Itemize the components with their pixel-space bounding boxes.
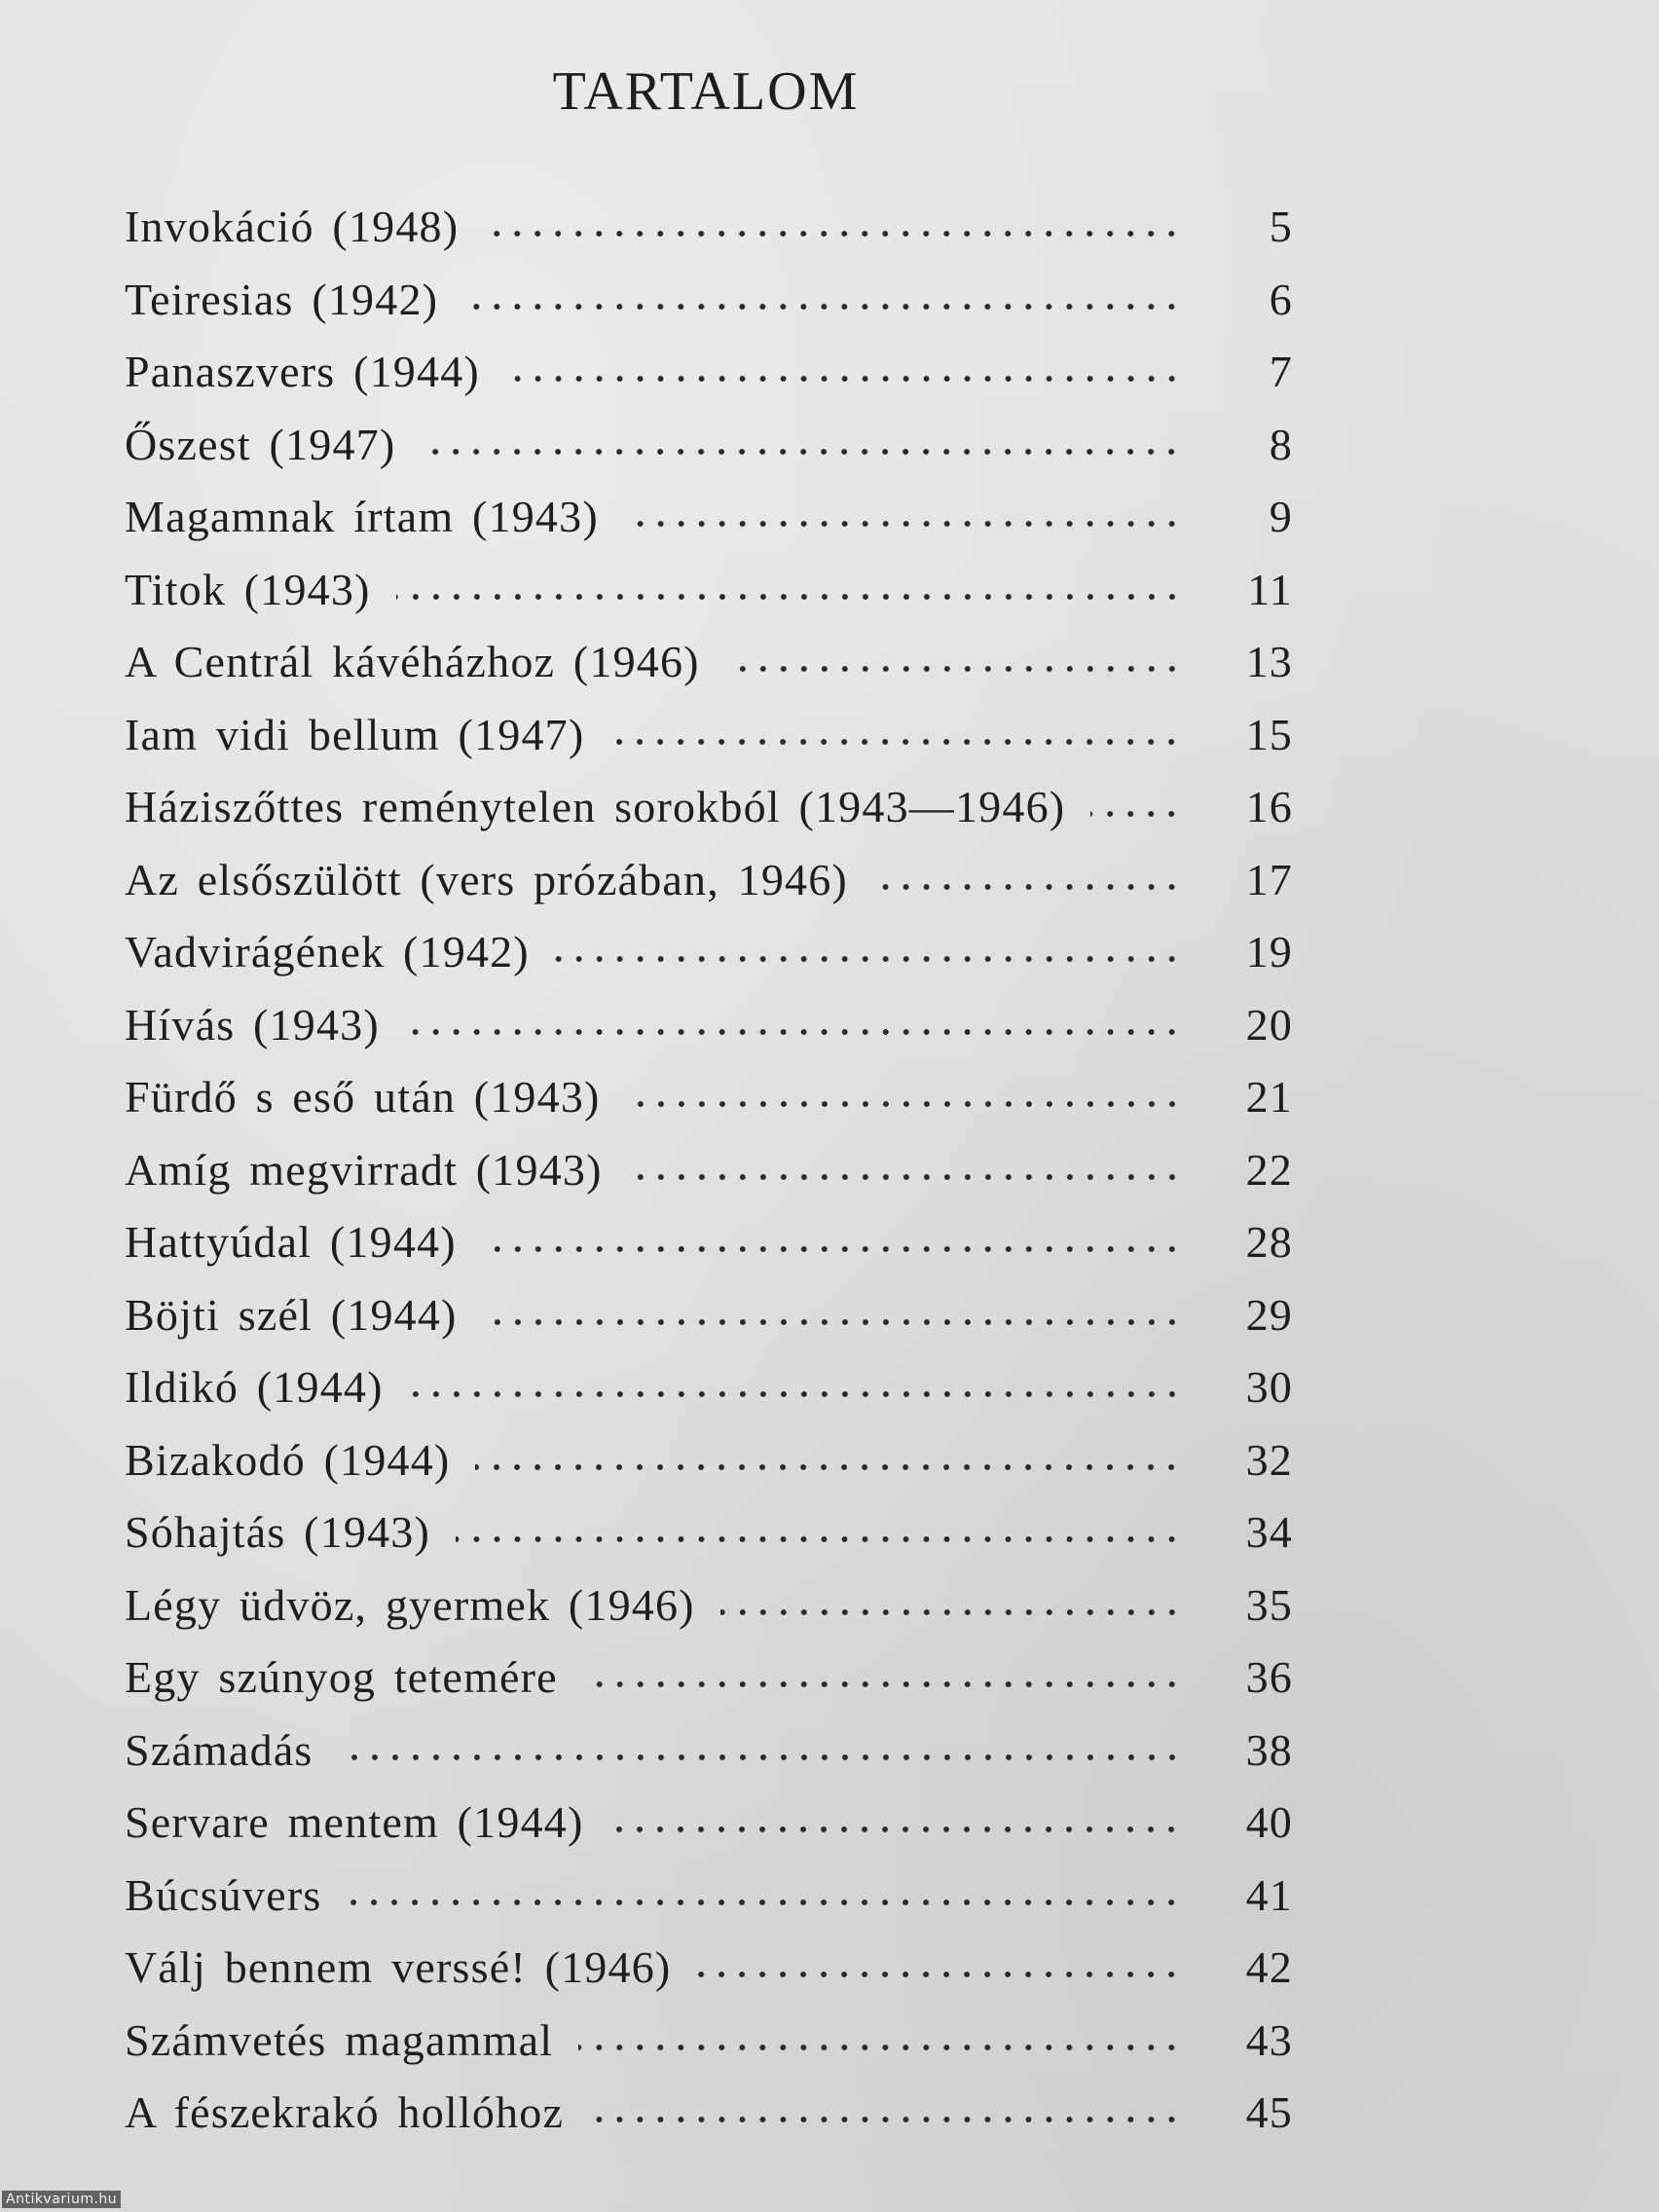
toc-entry-title: Légy üdvöz, gyermek (1946) bbox=[125, 1579, 695, 1630]
toc-entry-page: 9 bbox=[1269, 492, 1293, 541]
toc-entry-page: 6 bbox=[1269, 274, 1293, 324]
toc-entry-title: Servare mentem (1944) bbox=[125, 1797, 584, 1847]
toc-entry-title: Háziszőttes reménytelen sorokból (1943—1946) bbox=[125, 782, 1066, 831]
toc-entry bbox=[125, 2086, 1293, 2159]
toc-entry-title: Búcsúvers bbox=[125, 1869, 322, 1920]
dot-leader bbox=[873, 883, 1182, 891]
toc-entry-title: Iam vidi bellum (1947) bbox=[125, 709, 585, 759]
dot-leader bbox=[628, 1173, 1182, 1181]
toc-entry-page: 19 bbox=[1245, 927, 1293, 977]
toc-entry-title: Panaszvers (1944) bbox=[125, 347, 480, 396]
toc-entry bbox=[125, 201, 1293, 274]
toc-entry bbox=[125, 1216, 1293, 1289]
toc-entry-title: Fürdő s eső után (1943) bbox=[125, 1072, 601, 1122]
toc-entry-title: A Centrál kávéházhoz (1946) bbox=[125, 637, 700, 686]
dot-leader bbox=[555, 955, 1182, 963]
dot-leader bbox=[339, 1753, 1182, 1761]
toc-entry bbox=[125, 2014, 1293, 2087]
toc-entry bbox=[125, 1941, 1293, 2014]
toc-entry-page: 42 bbox=[1245, 1942, 1293, 1992]
toc-entry bbox=[125, 636, 1293, 709]
toc-entry bbox=[125, 491, 1293, 564]
toc-entry bbox=[125, 1724, 1293, 1797]
toc-entry-page: 15 bbox=[1245, 709, 1293, 759]
dot-leader bbox=[405, 1028, 1182, 1036]
toc-entry bbox=[125, 854, 1293, 927]
toc-entry-title: Az elsőszülött (vers prózában, 1946) bbox=[125, 854, 848, 904]
toc-entry-title: Teiresias (1942) bbox=[125, 274, 439, 324]
toc-entry-page: 11 bbox=[1247, 564, 1293, 614]
toc-entry-title: Hattyúdal (1944) bbox=[125, 1217, 457, 1267]
toc-entry-page: 20 bbox=[1245, 999, 1293, 1050]
toc-entry bbox=[125, 1361, 1293, 1434]
toc-entry bbox=[125, 709, 1293, 782]
toc-entry-title: Hívás (1943) bbox=[125, 999, 380, 1050]
toc-entry-title: Sóhajtás (1943) bbox=[125, 1507, 431, 1557]
toc-entry-page: 43 bbox=[1245, 2014, 1293, 2065]
toc-entry-page: 21 bbox=[1245, 1072, 1293, 1122]
dot-leader bbox=[626, 1100, 1182, 1108]
dot-leader bbox=[696, 1971, 1182, 1978]
toc-entry-page: 35 bbox=[1245, 1579, 1293, 1630]
toc-entry-page: 45 bbox=[1245, 2087, 1293, 2137]
toc-entry bbox=[125, 1579, 1293, 1652]
toc-entry-title: Amíg megvirradt (1943) bbox=[125, 1144, 603, 1195]
dot-leader bbox=[482, 1245, 1182, 1253]
toc-entry-title: Bizakodó (1944) bbox=[125, 1434, 451, 1485]
toc-entry-page: 5 bbox=[1269, 202, 1293, 251]
toc-entry-title: Számadás bbox=[125, 1724, 313, 1775]
dot-leader bbox=[608, 1825, 1182, 1833]
table-of-contents bbox=[125, 201, 1293, 2159]
toc-entry-title: Válj bennem verssé! (1946) bbox=[125, 1942, 672, 1992]
toc-entry-title: Ildikó (1944) bbox=[125, 1362, 384, 1412]
dot-leader bbox=[609, 738, 1182, 746]
toc-entry-page: 17 bbox=[1245, 854, 1293, 904]
toc-entry-page: 30 bbox=[1245, 1362, 1293, 1412]
toc-entry-title: Magamnak írtam (1943) bbox=[125, 492, 599, 541]
dot-leader bbox=[725, 665, 1182, 673]
dot-leader bbox=[578, 2044, 1182, 2051]
toc-entry bbox=[125, 564, 1293, 637]
dot-leader bbox=[396, 593, 1182, 601]
toc-entry bbox=[125, 419, 1293, 492]
dot-leader bbox=[624, 520, 1182, 528]
page-title: TARTALOM bbox=[552, 61, 860, 122]
toc-entry-page: 22 bbox=[1245, 1144, 1293, 1195]
toc-entry bbox=[125, 1434, 1293, 1507]
toc-entry-page: 7 bbox=[1269, 347, 1293, 396]
toc-entry-page: 41 bbox=[1245, 1869, 1293, 1920]
toc-entry-page: 34 bbox=[1245, 1507, 1293, 1557]
toc-entry-title: Invokáció (1948) bbox=[125, 202, 460, 251]
toc-entry-page: 32 bbox=[1245, 1434, 1293, 1485]
toc-entry bbox=[125, 781, 1293, 854]
toc-entry-page: 8 bbox=[1269, 419, 1293, 469]
toc-entry-page: 16 bbox=[1245, 782, 1293, 831]
dot-leader bbox=[347, 1899, 1182, 1906]
toc-entry bbox=[125, 926, 1293, 999]
toc-entry-title: Őszest (1947) bbox=[125, 419, 396, 469]
toc-entry bbox=[125, 1289, 1293, 1362]
toc-entry-title: Titok (1943) bbox=[125, 564, 371, 614]
toc-entry-title: Egy szúnyog tetemére bbox=[125, 1652, 558, 1702]
dot-leader bbox=[505, 375, 1182, 383]
toc-entry-page: 13 bbox=[1245, 637, 1293, 686]
toc-entry-page: 40 bbox=[1245, 1797, 1293, 1847]
toc-entry-title: A fészekrakó hollóhoz bbox=[125, 2087, 565, 2137]
toc-entry-title: Böjti szél (1944) bbox=[125, 1289, 458, 1340]
dot-leader bbox=[475, 1463, 1182, 1471]
toc-entry bbox=[125, 346, 1293, 419]
dot-leader bbox=[463, 303, 1182, 311]
dot-leader bbox=[484, 230, 1182, 238]
toc-entry bbox=[125, 1144, 1293, 1217]
dot-leader bbox=[589, 2116, 1182, 2123]
toc-entry-title: Számvetés magammal bbox=[125, 2014, 554, 2065]
toc-entry bbox=[125, 999, 1293, 1072]
toc-entry bbox=[125, 1506, 1293, 1579]
dot-leader bbox=[421, 448, 1182, 456]
toc-entry bbox=[125, 274, 1293, 347]
toc-entry-page: 36 bbox=[1245, 1652, 1293, 1702]
toc-entry-page: 28 bbox=[1245, 1217, 1293, 1267]
toc-entry bbox=[125, 1071, 1293, 1144]
toc-entry bbox=[125, 1651, 1293, 1724]
toc-entry-page: 29 bbox=[1245, 1289, 1293, 1340]
toc-entry-title: Vadvirágének (1942) bbox=[125, 927, 530, 977]
toc-entry bbox=[125, 1869, 1293, 1942]
dot-leader bbox=[409, 1390, 1182, 1398]
toc-entry-page: 38 bbox=[1245, 1724, 1293, 1775]
source-watermark: Antikvarium.hu bbox=[2, 2191, 121, 2208]
dot-leader bbox=[483, 1318, 1182, 1326]
dot-leader bbox=[583, 1680, 1182, 1688]
dot-leader bbox=[456, 1535, 1182, 1543]
dot-leader bbox=[1090, 810, 1182, 818]
dot-leader bbox=[720, 1608, 1182, 1616]
toc-entry bbox=[125, 1796, 1293, 1869]
